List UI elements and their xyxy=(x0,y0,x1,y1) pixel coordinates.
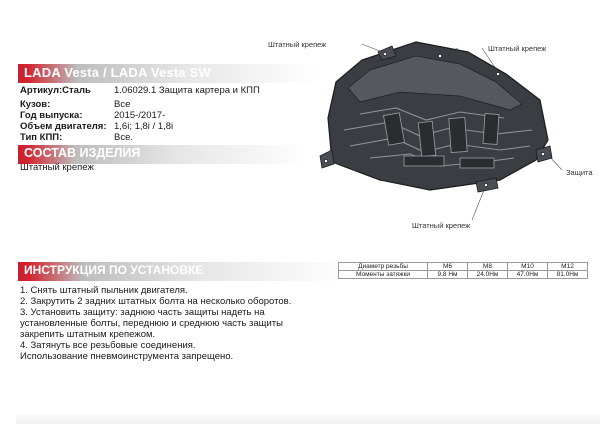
spec-value: 1.06029.1 Защита картера и КПП xyxy=(114,85,260,96)
instruction-line: 1. Снять штатный пыльник двигателя. xyxy=(20,285,188,296)
spec-label: Год выпуска: xyxy=(20,110,83,121)
spec-value: 1,6i; 1,8i / 1,8i xyxy=(114,121,174,132)
skid-plate-drawing xyxy=(300,30,600,240)
table-cell: 9.8 Нм xyxy=(428,271,468,279)
torque-table xyxy=(338,262,588,279)
instruction-line: Использование пневмоинструмента запрещено. xyxy=(20,351,234,362)
table-row xyxy=(339,271,588,279)
instruction-line: установленные болты, переднюю и среднюю часть защиты xyxy=(20,318,283,329)
table-cell: 81.0Нм xyxy=(548,271,588,279)
callout-fastener-top-left: Штатный крепеж xyxy=(268,40,327,49)
spec-value: 2015-/2017- xyxy=(114,110,166,121)
table-cell: M8 xyxy=(468,263,508,271)
instruction-line: 2. Закрутить 2 задних штатных болта на несколько оборотов. xyxy=(20,296,292,307)
instruction-line: закрепить штатным крепежом. xyxy=(20,329,156,340)
instruction-line: 3. Установить защиту: заднюю часть защиты надеть на xyxy=(20,307,265,318)
spec-label: Объем двигателя: xyxy=(20,121,107,132)
spec-value: Все. xyxy=(114,132,134,143)
page-title: LADA Vesta / LADA Vesta SW xyxy=(24,65,212,80)
spec-label: Артикул:Сталь xyxy=(20,85,91,96)
table-cell: 24.0Нм xyxy=(468,271,508,279)
instruction-line: 4. Затянуть все резьбовые соединения. xyxy=(20,340,196,351)
table-cell: M10 xyxy=(508,263,548,271)
spec-label: Кузов: xyxy=(20,99,51,110)
table-cell: Диаметр резьбы xyxy=(339,263,428,271)
page-footer xyxy=(16,412,600,424)
callout-plate: Защита xyxy=(566,168,593,177)
composition-item: Штатный крепеж xyxy=(20,162,94,173)
table-row xyxy=(339,263,588,271)
table-cell: M6 xyxy=(428,263,468,271)
table-cell: 47.0Нм xyxy=(508,271,548,279)
table-cell: Моменты затяжки xyxy=(339,271,428,279)
callout-fastener-top-right: Штатный крепеж xyxy=(488,44,547,53)
table-cell: M12 xyxy=(548,263,588,271)
instructions-title: ИНСТРУКЦИЯ ПО УСТАНОВКЕ xyxy=(24,263,204,277)
instructions-bar xyxy=(18,262,348,281)
composition-title: СОСТАВ ИЗДЕЛИЯ xyxy=(24,146,141,160)
callout-fastener-bottom: Штатный крепеж xyxy=(412,221,471,230)
spec-value: Все xyxy=(114,99,131,110)
spec-label: Тип КПП: xyxy=(20,132,63,143)
title-bar xyxy=(18,64,318,83)
